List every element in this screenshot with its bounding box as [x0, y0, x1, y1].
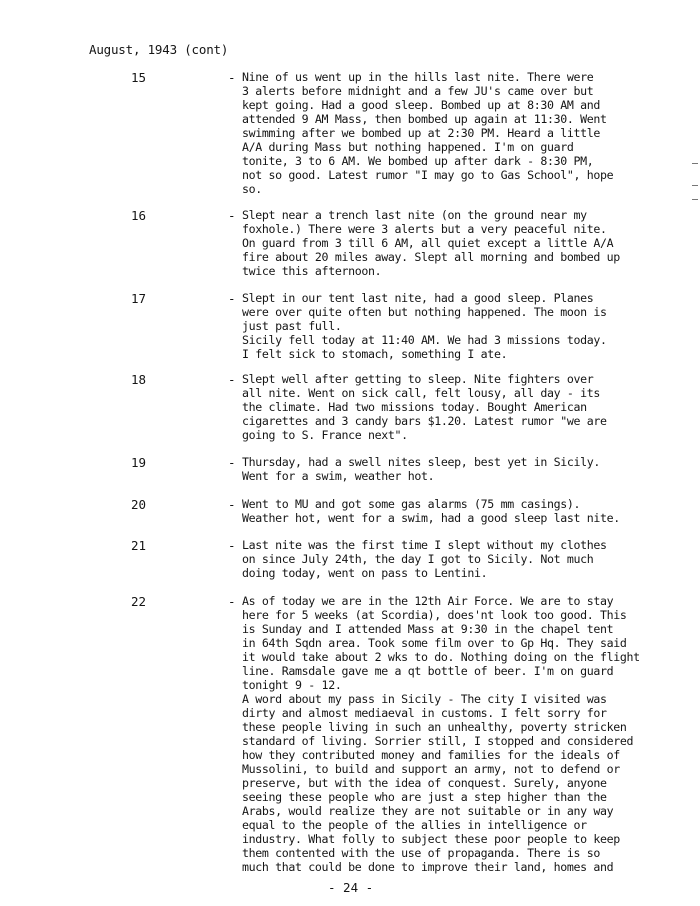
entry-text	[242, 372, 650, 442]
margin-mark	[692, 199, 698, 200]
entry-day: 20	[131, 497, 147, 512]
entry-line: Slept near a trench last nite (on the ground near my	[242, 208, 587, 222]
entry-line: the climate. Had two missions today. Bought American	[242, 400, 587, 414]
entry-text	[242, 455, 650, 483]
entry-dash: -	[228, 70, 236, 85]
entry-line: industry. What folly to subject these poor people to keep	[242, 832, 620, 846]
entry-line: Sicily fell today at 11:40 AM. We had 3 missions today.	[242, 333, 607, 347]
entry-line: dirty and almost mediaeval in customs. I felt sorry for	[242, 706, 607, 720]
entry-line: tonight 9 - 12.	[242, 678, 342, 692]
entry-day: 15	[131, 70, 147, 85]
entry-line: kept going. Had a good sleep. Bombed up at 8:30 AM and	[242, 98, 601, 112]
entry-line: twice this afternoon.	[242, 264, 382, 278]
page-number: - 24 -	[328, 880, 374, 895]
entry-line: were over quite often but nothing happened. The moon is	[242, 305, 607, 319]
entry-line: 3 alerts before midnight and a few JU's came over but	[242, 84, 594, 98]
entry-line: tonite, 3 to 6 AM. We bombed up after dark - 8:30 PM,	[242, 154, 594, 168]
entry-day: 21	[131, 538, 147, 553]
entry-line: Thursday, had a swell nites sleep, best yet in Sicily.	[242, 455, 601, 469]
entry-text	[242, 538, 650, 580]
entry-line: cigarettes and 3 candy bars $1.20. Latest rumor "we are	[242, 414, 607, 428]
entry-text	[242, 70, 650, 196]
margin-mark	[692, 163, 698, 164]
entry-line: just past full.	[242, 319, 342, 333]
entry-day: 17	[131, 291, 147, 306]
entry-line: going to S. France next".	[242, 428, 408, 442]
page-header: August, 1943 (cont)	[89, 42, 229, 57]
entry-line: doing today, went on pass to Lentini.	[242, 566, 488, 580]
entry-line: Arabs, would realize they are not suitable or in any way	[242, 804, 614, 818]
margin-mark	[692, 185, 698, 186]
entry-text	[242, 208, 650, 278]
entry-line: it would take about 2 wks to do. Nothing doing on the flight	[242, 650, 640, 664]
entry-line: On guard from 3 till 6 AM, all quiet except a little A/A	[242, 236, 614, 250]
entry-line: A word about my pass in Sicily - The city I visited was	[242, 692, 607, 706]
entry-line: line. Ramsdale gave me a qt bottle of beer. I'm on guard	[242, 664, 614, 678]
entry-dash: -	[228, 291, 236, 306]
entry-dash: -	[228, 372, 236, 387]
entry-line: I felt sick to stomach, something I ate.	[242, 347, 508, 361]
entry-dash: -	[228, 497, 236, 512]
entry-line: fire about 20 miles away. Slept all morning and bombed up	[242, 250, 620, 264]
entry-line: so.	[242, 182, 262, 196]
entry-line: Went for a swim, weather hot.	[242, 469, 435, 483]
entry-line: A/A during Mass but nothing happened. I'm on guard	[242, 140, 574, 154]
entry-line: swimming after we bombed up at 2:30 PM. Heard a little	[242, 126, 601, 140]
entry-line: Weather hot, went for a swim, had a good sleep last nite.	[242, 511, 620, 525]
entry-day: 19	[131, 455, 147, 470]
entry-line: is Sunday and I attended Mass at 9:30 in the chapel tent	[242, 622, 614, 636]
entry-line: them contented with the use of propaganda. There is so	[242, 846, 601, 860]
entry-line: Slept well after getting to sleep. Nite fighters over	[242, 372, 594, 386]
entry-dash: -	[228, 208, 236, 223]
entry-day: 16	[131, 208, 147, 223]
entry-line: attended 9 AM Mass, then bombed up again at 11:30. Went	[242, 112, 607, 126]
entry-dash: -	[228, 455, 236, 470]
entry-line: seeing these people who are just a step higher than the	[242, 790, 607, 804]
entry-day: 18	[131, 372, 147, 387]
entry-line: foxhole.) There were 3 alerts but a very peaceful nite.	[242, 222, 607, 236]
entry-text	[242, 291, 650, 361]
entry-text	[242, 594, 650, 874]
entry-day: 22	[131, 594, 147, 609]
entry-line: As of today we are in the 12th Air Force. We are to stay	[242, 594, 614, 608]
entry-line: Nine of us went up in the hills last nite. There were	[242, 70, 594, 84]
entry-line: Mussolini, to build and support an army, not to defend or	[242, 762, 620, 776]
entry-dash: -	[228, 538, 236, 553]
entry-line: standard of living. Sorrier still, I stopped and considered	[242, 734, 634, 748]
entry-line: Last nite was the first time I slept without my clothes	[242, 538, 607, 552]
entry-line: these people living in such an unhealthy, poverty stricken	[242, 720, 627, 734]
entry-dash: -	[228, 594, 236, 609]
entry-line: much that could be done to improve their land, homes and	[242, 860, 614, 874]
entry-line: Went to MU and got some gas alarms (75 mm casings).	[242, 497, 581, 511]
entry-line: equal to the people of the allies in intelligence or	[242, 818, 587, 832]
entry-line: Slept in our tent last nite, had a good sleep. Planes	[242, 291, 594, 305]
entry-line: here for 5 weeks (at Scordia), does'nt look too good. This	[242, 608, 627, 622]
entry-line: how they contributed money and families for the ideals of	[242, 748, 620, 762]
entry-line: not so good. Latest rumor "I may go to Gas School", hope	[242, 168, 614, 182]
entry-line: on since July 24th, the day I got to Sicily. Not much	[242, 552, 594, 566]
entry-line: all nite. Went on sick call, felt lousy, all day - its	[242, 386, 601, 400]
entry-line: preserve, but with the idea of conquest. Surely, anyone	[242, 776, 607, 790]
entry-text	[242, 497, 650, 525]
entry-line: in 64th Sqdn area. Took some film over to Gp Hq. They said	[242, 636, 627, 650]
